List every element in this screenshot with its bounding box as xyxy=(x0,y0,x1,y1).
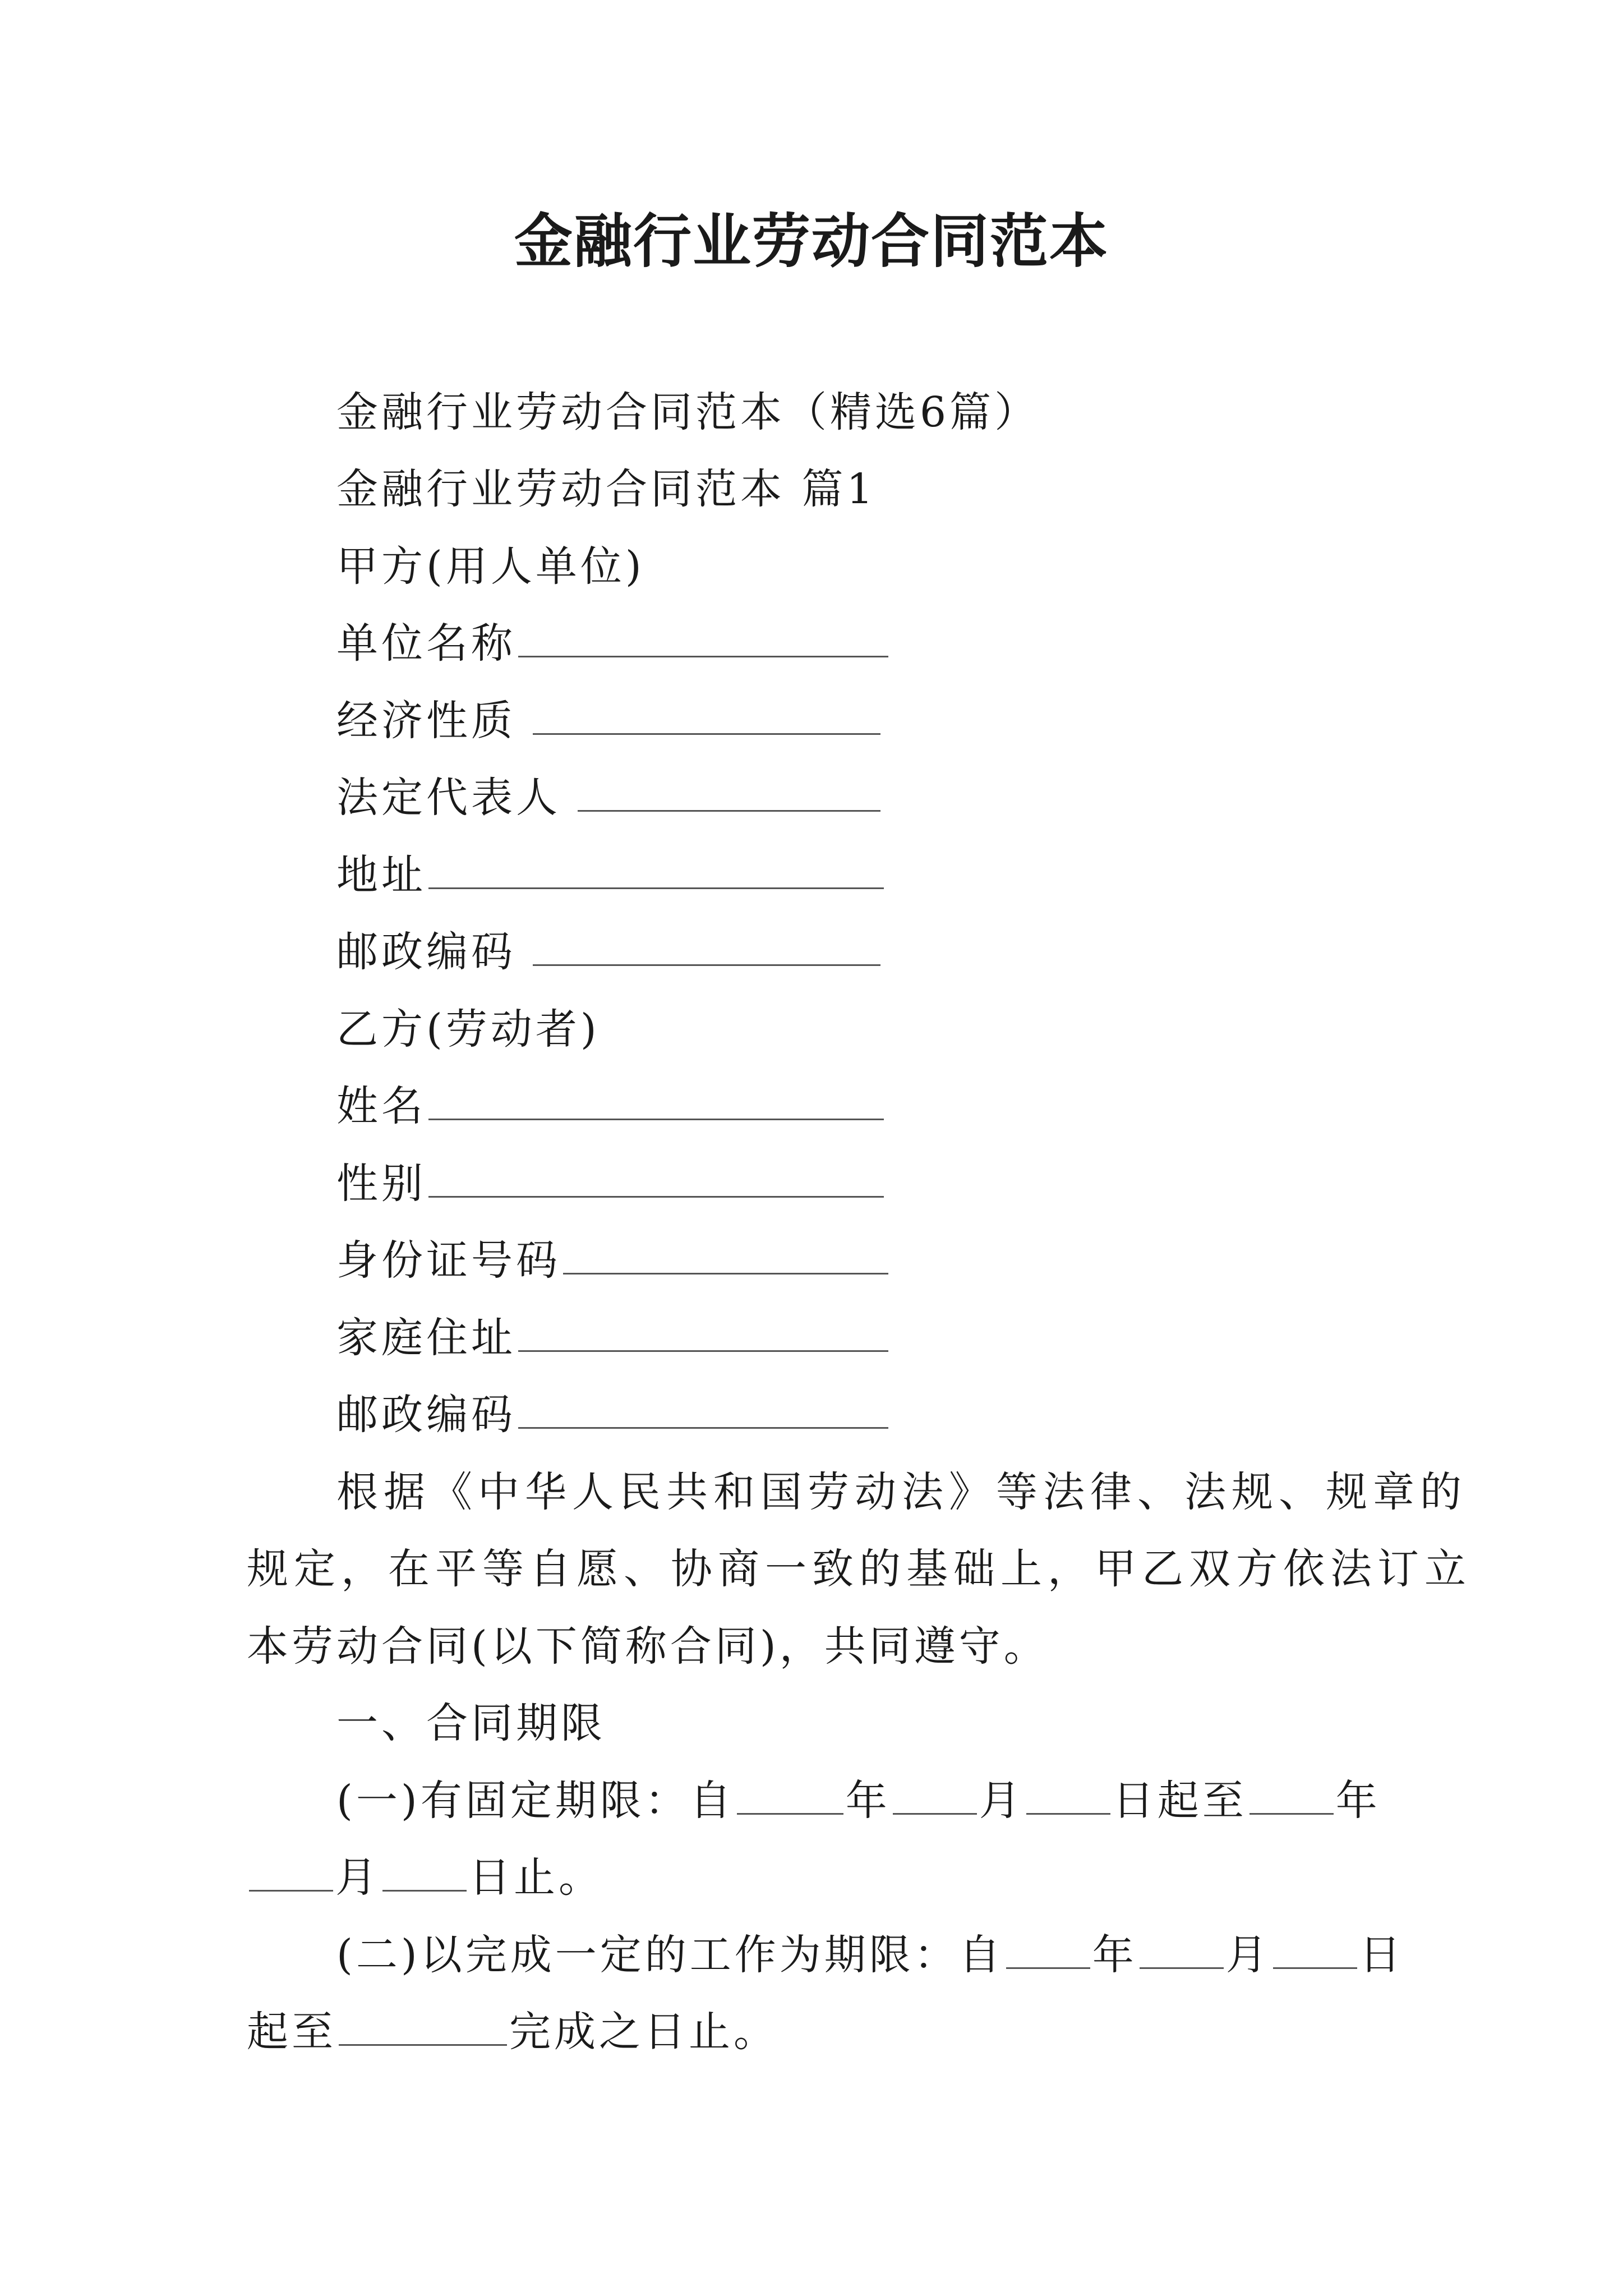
blank-line xyxy=(428,1162,884,1198)
field-label: 法定代表人 xyxy=(336,774,561,822)
clause-task-term-cont xyxy=(247,2001,778,2063)
blank-line xyxy=(578,776,880,812)
party-a-field xyxy=(336,690,883,752)
field-label: 姓名 xyxy=(336,1082,426,1130)
party-b-heading: 乙方(劳动者) xyxy=(336,1005,600,1053)
blank-line xyxy=(533,931,880,966)
blank-line xyxy=(893,1779,977,1815)
blank-line xyxy=(249,1856,333,1892)
clause-text: 日起至 xyxy=(1112,1777,1247,1825)
blank-line xyxy=(339,2010,507,2046)
blank-line xyxy=(1026,1779,1110,1815)
party-a-field xyxy=(336,767,883,829)
clause-text: 年 xyxy=(1092,1931,1137,1979)
clause-task-term xyxy=(336,1924,1404,1986)
blank-line xyxy=(428,854,884,889)
clause-text: 日止。 xyxy=(469,1853,603,1902)
blank-line xyxy=(737,1779,843,1815)
clause-text: 完成之日止。 xyxy=(509,2008,778,2056)
clause-text: 年 xyxy=(1335,1777,1381,1825)
blank-line xyxy=(1006,1934,1090,1969)
blank-line xyxy=(1140,1934,1224,1969)
field-label: 性别 xyxy=(336,1159,426,1208)
field-label: 单位名称 xyxy=(336,619,516,668)
intro-paragraph-line: 规定，在平等自愿、协商一致的基础上，甲乙双方依法订立 xyxy=(247,1545,1472,1593)
clause-fixed-term xyxy=(336,1770,1381,1832)
party-b-field xyxy=(336,1153,886,1214)
blank-line xyxy=(428,1085,884,1120)
field-label: 家庭住址 xyxy=(336,1314,516,1362)
clause-fixed-term-cont xyxy=(247,1847,603,1908)
document-subtitle: 金融行业劳动合同范本（精选6篇） xyxy=(336,388,1040,436)
blank-line xyxy=(518,1393,888,1429)
party-a-heading: 甲方(用人单位) xyxy=(336,542,645,591)
field-label: 地址 xyxy=(336,851,426,899)
clause-text: 月 xyxy=(1225,1931,1271,1979)
section-heading: 金融行业劳动合同范本 篇1 xyxy=(336,465,877,513)
blank-line xyxy=(1249,1779,1334,1815)
field-label: 身份证号码 xyxy=(336,1236,561,1285)
clause-text: 月 xyxy=(979,1777,1024,1825)
party-a-field xyxy=(336,921,883,983)
blank-line xyxy=(1273,1934,1357,1969)
blank-line xyxy=(518,622,888,657)
party-b-field xyxy=(336,1384,891,1446)
clause-text: 年 xyxy=(845,1777,891,1825)
clause-text: 日 xyxy=(1359,1931,1404,1979)
clause-text: 月 xyxy=(335,1853,380,1902)
blank-line xyxy=(382,1856,467,1892)
blank-line xyxy=(518,1317,888,1352)
party-a-field xyxy=(336,613,891,674)
intro-paragraph-line: 本劳动合同(以下简称合同)，共同遵守。 xyxy=(247,1622,1049,1671)
clause-text: (一)有固定期限：自 xyxy=(336,1777,735,1825)
clause-text: 起至 xyxy=(247,2008,336,2056)
party-b-field xyxy=(336,1307,891,1369)
party-b-field xyxy=(336,1230,891,1291)
field-label: 经济性质 xyxy=(336,697,516,745)
blank-line xyxy=(533,700,880,735)
field-label: 邮政编码 xyxy=(336,1391,516,1439)
party-b-field xyxy=(336,1075,886,1137)
party-a-field xyxy=(336,844,886,906)
blank-line xyxy=(563,1239,888,1274)
field-label: 邮政编码 xyxy=(336,928,516,976)
clause-heading: 一、合同期限 xyxy=(336,1699,606,1747)
intro-paragraph-line: 根据《中华人民共和国劳动法》等法律、法规、规章的 xyxy=(336,1468,1467,1516)
clause-text: (二)以完成一定的工作为期限：自 xyxy=(336,1931,1004,1979)
document-title: 金融行业劳动合同范本 xyxy=(514,207,1109,275)
